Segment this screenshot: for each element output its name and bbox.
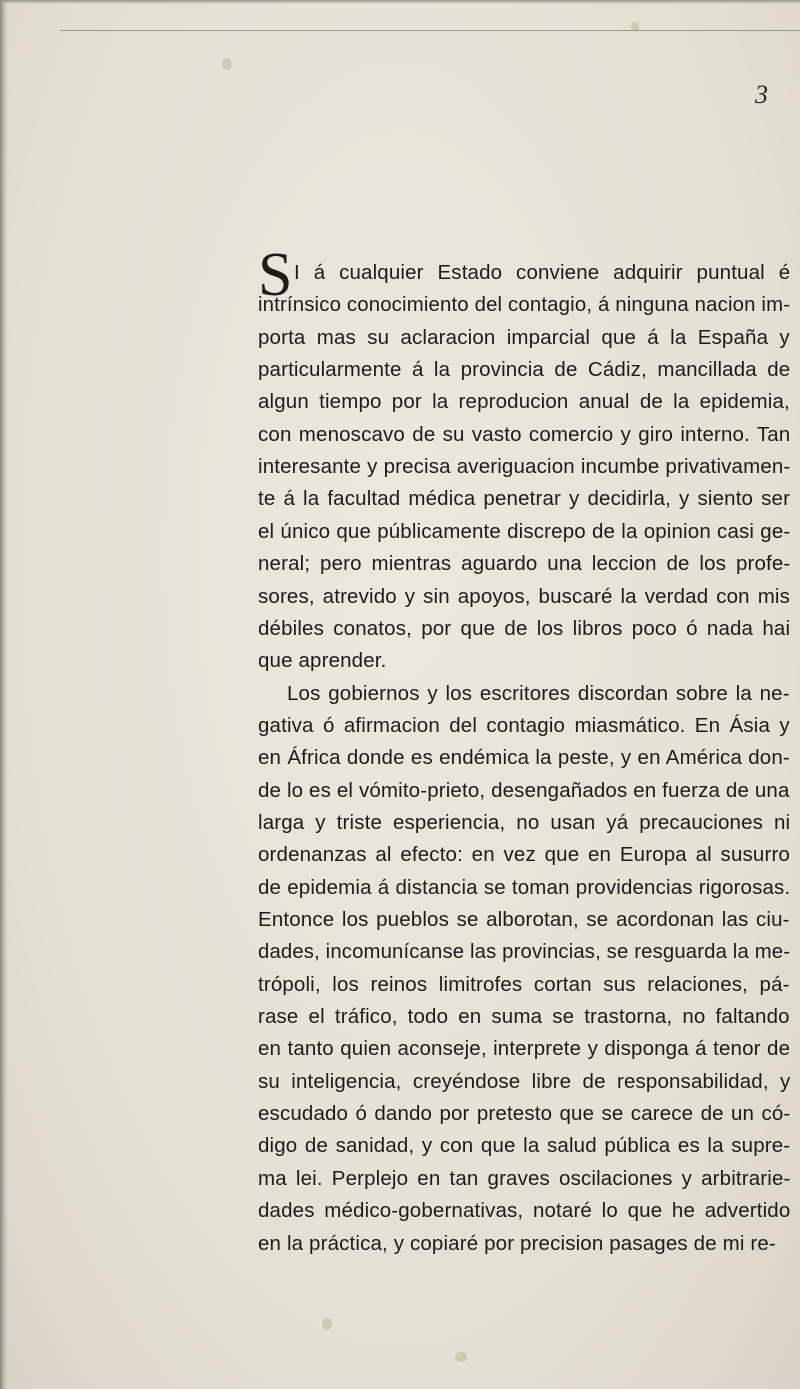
text-line: particularmente á la provincia de Cádiz, mancillada de bbox=[258, 358, 791, 382]
paper-stain bbox=[455, 1352, 467, 1362]
page-top-edge bbox=[0, 0, 800, 4]
text-line: Entonce los pueblos se alborotan, se acordonan las ciu- bbox=[258, 908, 790, 931]
text-line: con menoscavo de su vasto comercio y giro interno. Tan bbox=[258, 422, 791, 446]
text-line: te á la facultad médica penetrar y decidirla, y siento ser bbox=[258, 487, 791, 511]
text-line: trópoli, los reinos limitrofes cortan sus relaciones, pá- bbox=[258, 972, 790, 996]
text-line: de lo es el vómito-prieto, desengañados en fuerza de una bbox=[258, 778, 790, 802]
paper-stain bbox=[222, 58, 232, 70]
text-line: Los gobiernos y los escritores discordan sobre la ne- bbox=[287, 681, 790, 705]
page-number: 3 bbox=[755, 80, 768, 109]
text-line: interesante y precisa averiguacion incumbe privativamen- bbox=[258, 455, 791, 479]
text-line: dades médico-gobernativas, notaré lo que he advertido bbox=[258, 1199, 791, 1223]
text-line: en tanto quien aconseje, interprete y disponga á tenor de bbox=[258, 1037, 791, 1061]
text-line: débiles conatos, por que de los libros poco ó nada hai bbox=[258, 616, 791, 640]
text-line: que aprender. bbox=[258, 649, 387, 673]
text-line: el único que públicamente discrepo de la opinion casi ge- bbox=[258, 519, 791, 543]
text-line: larga y triste esperiencia, no usan yá precauciones ni bbox=[258, 810, 791, 834]
text-line: ma lei. Perplejo en tan graves oscilaciones y arbitrarie- bbox=[258, 1166, 791, 1190]
text-line: escudado ó dando por pretesto que se carece de un có- bbox=[258, 1102, 791, 1126]
text-line: su inteligencia, creyéndose libre de responsabilidad, y bbox=[258, 1069, 791, 1093]
paper-stain bbox=[631, 22, 639, 32]
text-line: rase el tráfico, todo en suma se trastorna, no faltando bbox=[258, 1005, 790, 1029]
text-line: I á cualquier Estado conviene adquirir puntual é bbox=[294, 261, 791, 284]
drop-cap: S bbox=[258, 241, 293, 309]
paper-stain bbox=[322, 1318, 332, 1330]
text-line: ordenanzas al efecto: en vez que en Europa al susurro bbox=[258, 843, 790, 867]
text-line: en África donde es endémica la peste, y en América don- bbox=[258, 746, 790, 770]
text-line: gativa ó afirmacion del contagio miasmático. En Ásia y bbox=[258, 713, 790, 737]
text-line: intrínsico conocimiento del contagio, á ninguna nacion im- bbox=[258, 293, 791, 317]
text-line: digo de sanidad, y con que la salud pública es la supre- bbox=[258, 1134, 791, 1158]
text-line: de epidemia á distancia se toman providencias rigorosas. bbox=[258, 875, 791, 899]
header-rule bbox=[60, 30, 800, 31]
page-left-edge bbox=[0, 0, 8, 1389]
text-line: en la práctica, y copiaré por precision pasages de mi re- bbox=[258, 1231, 776, 1255]
text-line: algun tiempo por la reproducion anual de la epidemia, bbox=[258, 390, 790, 414]
text-line: porta mas su aclaracion imparcial que á la España y bbox=[258, 325, 790, 349]
text-line: dades, incomunícanse las provincias, se resguarda la me- bbox=[258, 940, 791, 964]
text-line: sores, atrevido y sin apoyos, buscaré la verdad con mis bbox=[258, 584, 791, 608]
text-line: neral; pero mientras aguardo una leccion de los profe- bbox=[258, 552, 791, 576]
